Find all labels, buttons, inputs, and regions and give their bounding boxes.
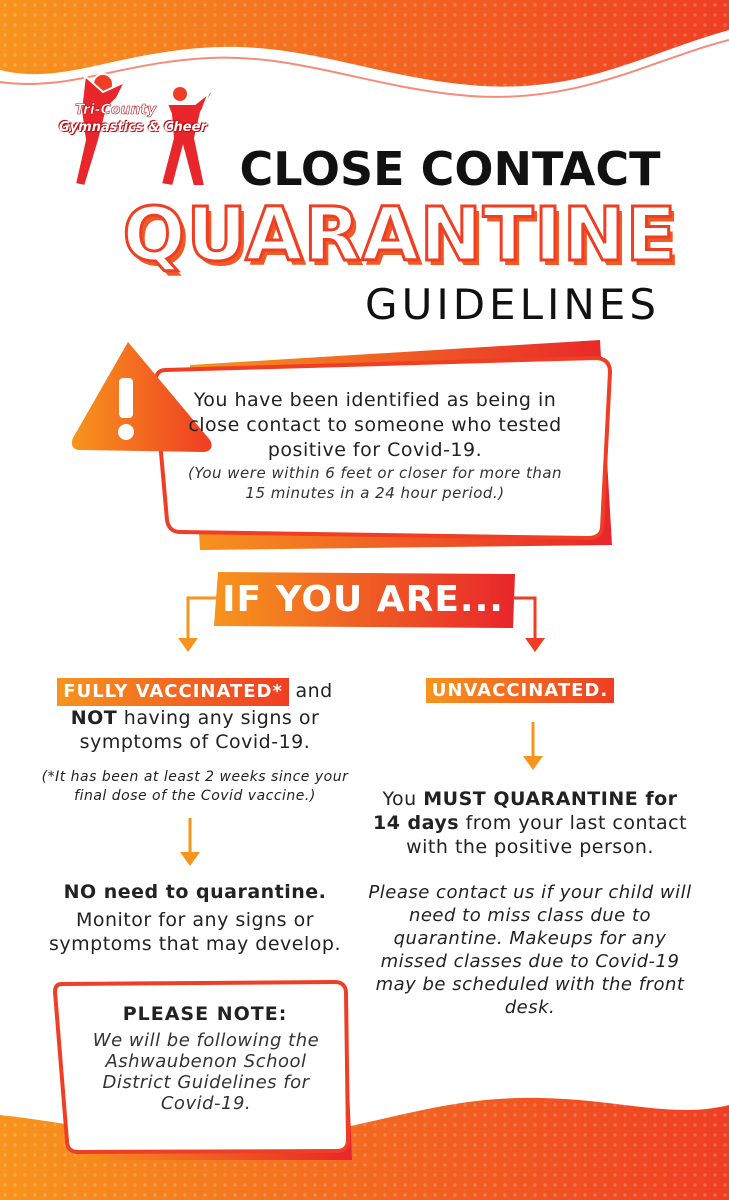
not-emphasis: NOT [70, 707, 118, 729]
brand-logo [55, 68, 235, 198]
unvaccinated-tag: UNVACCINATED. [426, 678, 614, 703]
note-title: PLEASE NOTE: [122, 1003, 288, 1025]
alert-subtext: (You were within 6 feet or closer for more than 15 minutes in a 24 hour period.) [187, 464, 563, 502]
no-quarantine-result: NO need to quarantine. [63, 881, 327, 903]
quarantine-instruction [365, 787, 695, 859]
must-quarantine-emphasis: MUST QUARANTINE for [423, 788, 678, 810]
vaccinated-footnote: (*It has been at least 2 weeks since your final dose of the Covid vaccine.) [41, 769, 349, 804]
title-guidelines: GUIDELINES [365, 280, 660, 329]
logo-line1: Tri-County [75, 102, 157, 118]
logo-line2: Gymnastics & Cheer [59, 120, 207, 135]
instruction-prefix: You [382, 788, 424, 810]
fourteen-days-emphasis: 14 days [372, 812, 460, 834]
title-close-contact: CLOSE CONTACT [239, 142, 661, 196]
alert-message: You have been identified as being in close contact to someone who tested positive for Covid-19. [188, 389, 562, 461]
title-quarantine: QUARANTINE [122, 192, 678, 278]
instruction-rest: from your last contact with the positive person. [406, 812, 688, 858]
monitor-text: Monitor for any signs or symptoms that may develop. [49, 909, 341, 955]
vaccinated-column [40, 678, 350, 956]
vaccinated-and: and [288, 680, 333, 702]
vaccinated-condition-rest: having any signs or symptoms of Covid-19. [79, 707, 320, 753]
note-body: We will be following the Ashwaubenon School District Guidelines for Covid-19. [92, 1030, 320, 1114]
vaccinated-condition [40, 678, 350, 754]
vaccinated-tag: FULLY VACCINATED* [57, 678, 289, 706]
contact-us-note: Please contact us if your child will need to miss class due to quarantine. Makeups for any missed classes due to Covid-19 may be scheduled with the front desk. [368, 882, 692, 1018]
branch-header: IF YOU ARE... [222, 579, 504, 620]
unvaccinated-column [365, 678, 695, 1019]
